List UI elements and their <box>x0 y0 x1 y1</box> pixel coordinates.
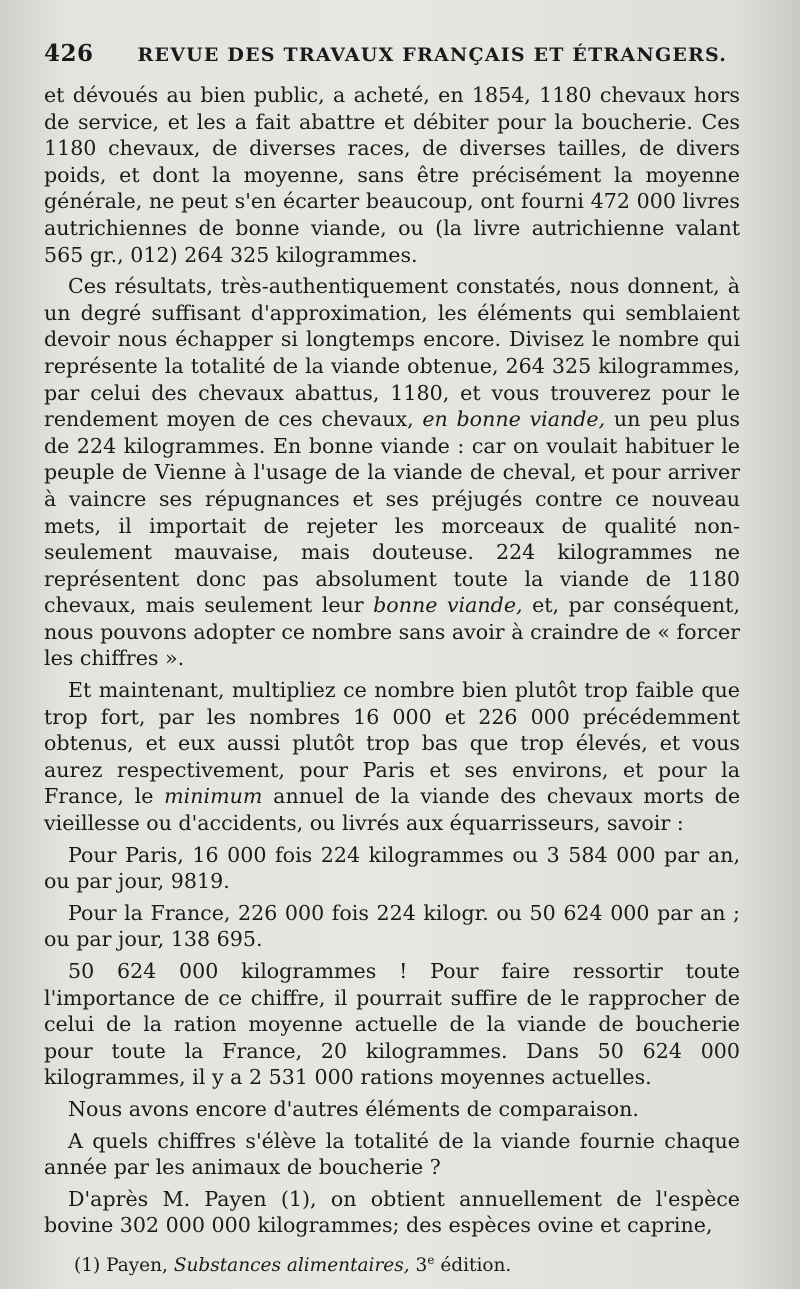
footnote-edition-superscript: e <box>427 1252 435 1267</box>
page-body <box>44 82 740 1239</box>
paragraph: Pour Paris, 16 000 fois 224 kilogrammes ou 3 584 000 par an, ou par jour, 9819. <box>44 842 740 894</box>
paragraph: A quels chiffres s'élève la totalité de la viande fournie chaque année par les animaux de boucherie ? <box>44 1128 740 1180</box>
paragraph: Pour la France, 226 000 fois 224 kilogr. ou 50 624 000 par an ; ou par jour, 138 695. <box>44 900 740 952</box>
footnote-edition-number: 3 <box>415 1254 428 1276</box>
paragraph: 50 624 000 kilogrammes ! Pour faire ressortir toute l'importance de ce chiffre, il pourrait suffire de le rapprocher de celui de la ration moyenne actuelle de la viande de boucherie pour toute la France, 20 kilogrammes. Dans 50 624 000 kilogrammes, il y a 2 531 000 rations moyennes actuelles. <box>44 959 740 1090</box>
footnote-edition-word: édition. <box>440 1254 512 1276</box>
page-number: 426 <box>44 40 94 67</box>
footnote-title: Substances alimentaires, <box>173 1254 410 1276</box>
paragraph: D'après M. Payen (1), on obtient annuellement de l'espèce bovine 302 000 000 kilogrammes; des espèces ovine et caprine, <box>44 1186 740 1238</box>
paragraph: Nous avons encore d'autres éléments de comparaison. <box>68 1096 639 1121</box>
paragraph: Et maintenant, multipliez ce nombre bien plutôt trop faible que trop fort, par les nombres 16 000 et 226 000 précédemment obtenus, et eux aussi plutôt trop bas que trop élevés, et vous aurez respectivement, pour Paris et ses environs, et pour la France, le minimum annuel de la viande des chevaux morts de vieillesse ou d'accidents, ou livrés aux équarrisseurs, savoir : <box>44 678 741 836</box>
footnote-marker: (1) Payen, <box>74 1254 168 1276</box>
paragraph: et dévoués au bien public, a acheté, en 1854, 1180 chevaux hors de service, et les a fait abattre et débiter pour la boucherie. Ces 1180 chevaux, de diverses races, de diverses tailles, de divers poids, et dont la moyenne, sans être précisément la moyenne générale, ne peut s'en écarter beaucoup, ont fourni 472 000 livres autrichiennes de bonne viande, ou (la livre autrichienne valant 565 gr., 012) 264 325 kilogrammes. <box>44 83 740 267</box>
page-header <box>44 40 740 82</box>
footnote <box>44 1253 740 1279</box>
paragraph: Ces résultats, très-authentiquement constatés, nous donnent, à un degré suffisant d'approximation, les éléments qui semblaient devoir nous échapper si longtemps encore. Divisez le nombre qui représente la totalité de la viande obtenue, 264 325 kilogrammes, par celui des chevaux abattus, 1180, et vous trouverez pour le rendement moyen de ces chevaux, en bonne viande, un peu plus de 224 kilogrammes. En bonne viande : car on voulait habituer le peuple de Vienne à l'usage de la viande de cheval, et pour arriver à vaincre ses répugnances et ses préjugés contre ce nouveau mets, il importait de rejeter les morceaux de qualité non-seulement mauvaise, mais douteuse. 224 kilogrammes ne représentent donc pas absolument toute la viande de 1180 chevaux, mais seulement leur bonne viande, et, par conséquent, nous pouvons adopter ce nombre sans avoir à craindre de « forcer les chiffres ». <box>44 274 740 671</box>
running-title: REVUE DES TRAVAUX FRANÇAIS ET ÉTRANGERS. <box>137 44 728 66</box>
